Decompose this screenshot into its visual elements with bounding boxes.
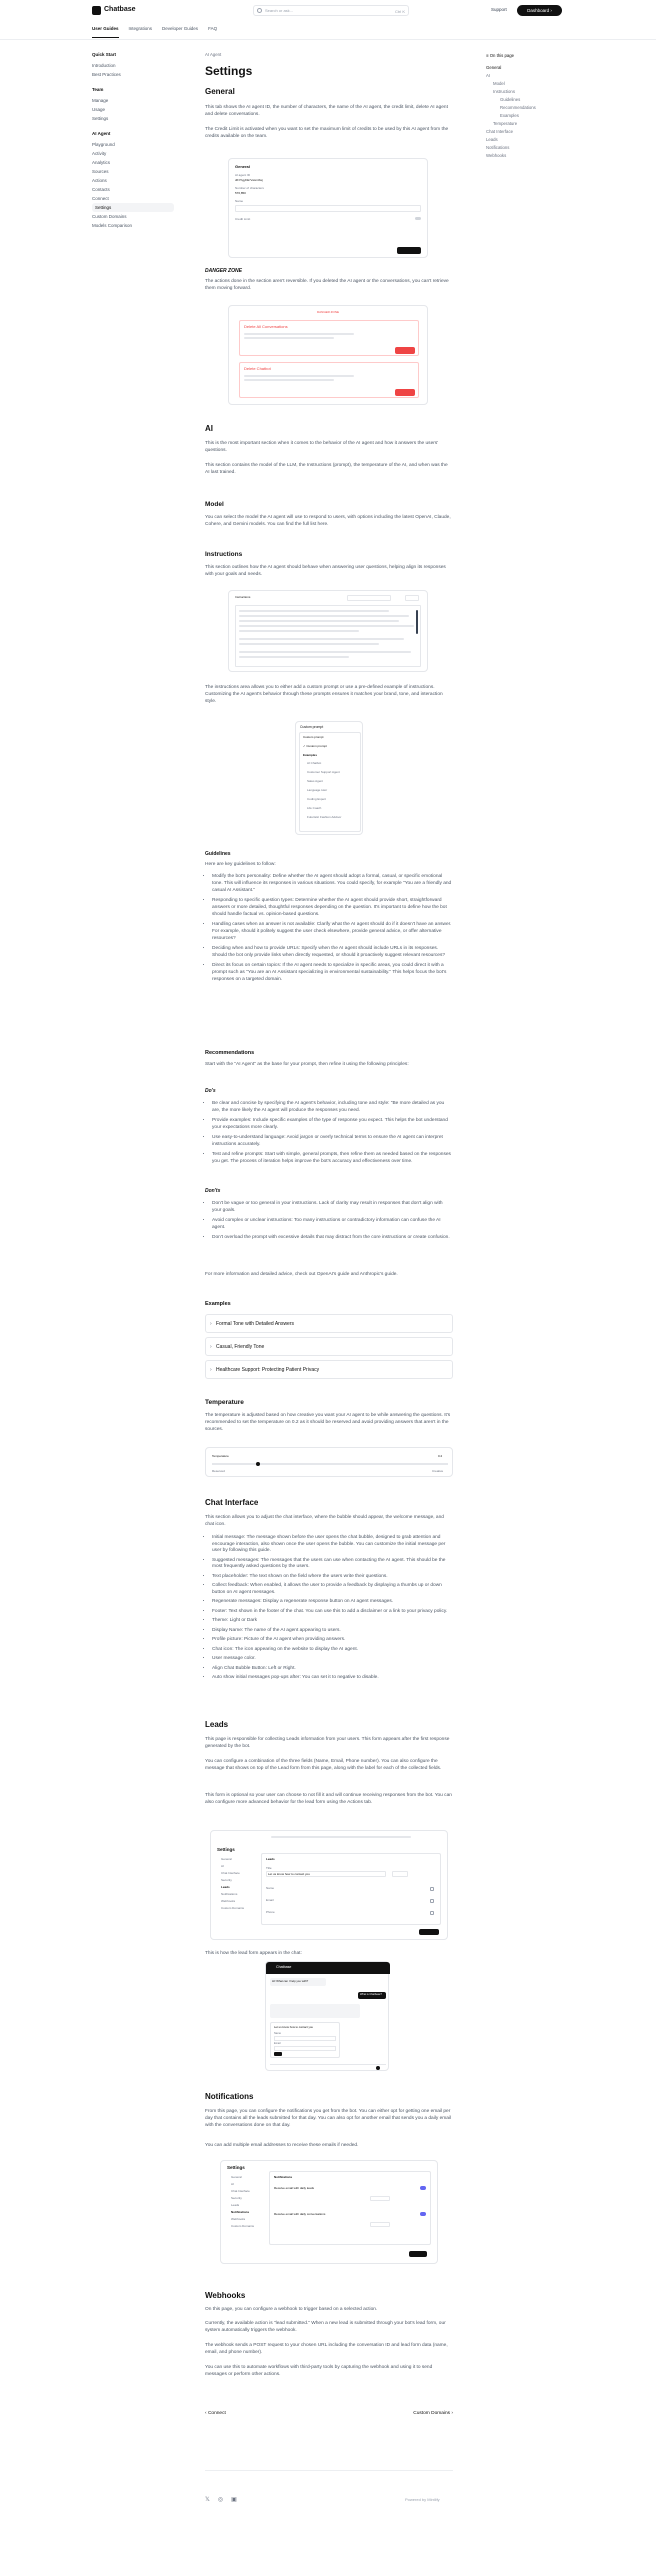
shot-temp-label: Temperature <box>212 1454 229 1458</box>
donts-list <box>212 1200 453 1244</box>
shot-menu-item: Notifications <box>231 2210 250 2214</box>
dashboard-button[interactable]: Dashboard › <box>517 5 562 16</box>
leads-paragraph: This is how the lead form appears in the chat: <box>205 1951 302 1956</box>
sidebar-item-sources[interactable]: Sources <box>92 169 109 174</box>
leads-paragraph: This page is responsible for collecting Leads information from your users. This form appears after the first response generated by the bot. <box>205 1737 450 1749</box>
shot-instructions-textarea <box>235 605 421 667</box>
general-paragraph: This tab shows the AI agent ID, the number of characters, the name of the AI agent, the credit limit, delete AI agent and delete conversations. <box>205 105 448 117</box>
sidebar-item-best-practices[interactable]: Best Practices <box>92 72 121 77</box>
guidelines-list <box>212 873 453 986</box>
ai-paragraph: This is the most important section when it comes to the behavior of the AI agent and how it answers the users' questions. <box>205 441 439 453</box>
shot-instructions-title: Instructions <box>235 595 251 599</box>
shot-menu-item: Leads <box>231 2203 240 2207</box>
list-item: • Deciding when and how to provide URLs: Specify when the AI agent should include URLs in its responses. Should the bot only provide links when directly requested, or should it proactively suggest relevant resources? <box>212 945 453 959</box>
toc-item[interactable]: Webhooks <box>486 153 507 158</box>
search-shortcut: Ctrl K <box>395 9 405 14</box>
instructions-screenshot <box>228 590 428 672</box>
shot-delete-button <box>395 347 415 354</box>
prompt-dropdown-screenshot <box>295 721 363 835</box>
chat-lead-screenshot <box>265 1961 389 2071</box>
shot-temp-slider <box>212 1463 448 1465</box>
list-item: • Don't be vague or too general in your instructions. Lack of clarity may result in responses that don't align with your goals. <box>212 1200 453 1214</box>
shot-menu-item: Life Coach <box>307 806 322 810</box>
webhooks-paragraph: Currently, the available action is "lead submitted." When a new lead is submitted through your bot's lead form, our system automatically triggers the webhook. <box>205 2321 446 2333</box>
shot-menu-item: Language tutor <box>307 788 328 792</box>
shot-delete-agent-card <box>239 362 419 398</box>
sidebar-group-title: AI Agent <box>92 131 111 136</box>
shot-custom-prompt-select <box>347 595 391 601</box>
sidebar-item-custom-domains[interactable]: Custom Domains <box>92 214 127 219</box>
examples-heading: Examples <box>205 1301 231 1307</box>
toc-item[interactable]: Notifications <box>486 145 510 150</box>
shot-chars-label: Number of characters <box>235 186 264 190</box>
shot-notif-row: Receive email with daily leads <box>274 2186 315 2190</box>
shot-menu-item: AI <box>231 2182 234 2186</box>
footer-divider <box>205 2470 453 2471</box>
list-item: • Auto show initial messages pop-ups after: You can set it to negative to disable. <box>212 1675 453 1682</box>
reco-more-paragraph: For more information and detailed advice, check out OpenAI's guide and Anthropic's guide. <box>205 1272 398 1277</box>
next-page-link[interactable]: Custom Domains › <box>413 2411 453 2416</box>
shot-notif-title: Notifications <box>274 2175 293 2179</box>
top-header <box>0 0 656 40</box>
chatbase-logo-icon <box>92 6 101 15</box>
shot-menu-item: Chat Interface <box>231 2189 250 2193</box>
section-heading-webhooks: Webhooks <box>205 2291 246 2300</box>
temperature-screenshot <box>205 1447 453 1477</box>
shot-menu-item: Security <box>221 1878 232 1882</box>
powered-by[interactable]: Powered by Mintlify <box>405 2497 440 2502</box>
breadcrumb[interactable]: AI Agent <box>205 52 222 57</box>
section-heading-instructions: Instructions <box>205 551 243 558</box>
list-item: • Footer: Text shown in the footer of the chat. You can use this to add a disclaimer or a link to your privacy policy. <box>212 1609 453 1616</box>
shot-dropdown-menu <box>299 732 361 832</box>
shot-temp-knob <box>256 1462 260 1466</box>
shot-temp-low: Reserved <box>212 1469 225 1473</box>
model-paragraph: You can select the model the AI agent will use to respond to users, with options including the latest OpenAI, Claude, Cohere, and Gemini models. You can find the full list here. <box>205 515 451 527</box>
shot-dropdown-label: Custom prompt <box>300 725 324 729</box>
general-settings-screenshot <box>228 158 428 258</box>
sidebar-item-team-settings[interactable]: Settings <box>92 116 109 121</box>
shot-lead-field: Email <box>266 1898 274 1902</box>
leads-paragraph: This form is optional so your user can choose to not fill it and will continue receiving responses from the bot. You can also configure more advanced behavior for the lead form using the Actions tab. <box>205 1793 452 1805</box>
section-heading-ai: AI <box>205 424 213 433</box>
shot-credit-label: Credit Limit <box>235 217 251 221</box>
recommendations-heading: Recommendations <box>205 1050 255 1056</box>
chat-paragraph: This section allows you to adjust the chat interface, where the bubble should appear, the welcome message, and chat icon. <box>205 1515 444 1527</box>
shot-notif-menu-title: Settings <box>227 2165 245 2170</box>
sidebar-item-settings[interactable]: Settings <box>92 203 174 212</box>
brand-logo[interactable] <box>92 5 136 16</box>
shot-notif-toggle <box>420 2212 426 2216</box>
shot-temp-high: Creative <box>432 1469 444 1473</box>
shot-menu-item: AI Chatbot <box>307 761 322 765</box>
shot-name-input <box>235 205 421 212</box>
sidebar-item-connect[interactable]: Connect <box>92 196 109 201</box>
shot-reset-button <box>405 595 419 601</box>
shot-chat-user-msg: What is Chatbase? <box>360 1993 382 1996</box>
guidelines-intro: Here are key guidelines to follow: <box>205 862 276 867</box>
shot-notif-card <box>269 2171 431 2245</box>
toc-item[interactable]: Model <box>493 81 505 86</box>
shot-menu-item: Sales Agent <box>307 779 324 783</box>
shot-menu-item: Coding Expert <box>307 797 327 801</box>
shot-chat-name: Chatbase <box>276 1965 292 1969</box>
sidebar-item-usage[interactable]: Usage <box>92 107 106 112</box>
tab-user-guides[interactable]: User Guides <box>92 26 119 38</box>
guidelines-heading: Guidelines <box>205 851 231 857</box>
shot-agent-id-label: AI agent ID <box>235 173 251 177</box>
dos-heading: Do's <box>205 1088 216 1094</box>
top-tabs <box>92 26 217 38</box>
list-item: • Use easy-to-understand language: Avoid jargon or overly technical terms to ensure the AI agent can interpret instructions accurately. <box>212 1134 453 1148</box>
shot-danger-title: DANGER ZONE <box>317 310 340 314</box>
page-title: Settings <box>205 64 253 78</box>
shot-chat-greeting: Hi! What can I help you with? <box>272 1979 309 1983</box>
dashboard-label: Dashboard <box>527 8 550 13</box>
list-item: • Be clear and concise by specifying the AI agent's behavior, including tone and style: "Be more detailed as you are, the more likely the AI agent will produce the responses you need. <box>212 1100 453 1114</box>
shot-menu-item: Webhooks <box>231 2217 246 2221</box>
list-item: • Profile picture: Picture of the AI agent when providing answers. <box>212 1637 453 1644</box>
danger-zone-screenshot <box>228 305 428 405</box>
shot-menu-item: General <box>231 2175 242 2179</box>
shot-save-button <box>419 1929 439 1935</box>
shot-leads-card <box>261 1853 441 1925</box>
chat-items-list <box>212 1535 453 1685</box>
list-item: • Chat icon: The icon appearing on the website to display the AI agent. <box>212 1647 453 1654</box>
general-paragraph: The Credit Limit is activated when you want to set the maximum limit of credits to be used by this AI agent from the credits available on the team. <box>205 127 449 139</box>
shot-chat-lead-title: Let us know how to contact you <box>274 2025 314 2029</box>
toc-item[interactable]: Temperature <box>493 121 518 126</box>
shot-credit-toggle <box>415 217 421 220</box>
notifications-paragraph: From this page, you can configure the notifications you get from the bot. You can either opt for getting one email per day that contains all the leads submitted for that day. You can also opt for another email that sends you a daily email with the conversations done on that day. <box>205 2109 452 2128</box>
section-heading-temperature: Temperature <box>205 1399 244 1406</box>
page-navigation <box>205 2410 453 2417</box>
shot-menu-item: Chat Interface <box>221 1871 240 1875</box>
section-heading-chat-interface: Chat Interface <box>205 1498 259 1507</box>
toc-item[interactable]: General <box>486 65 502 70</box>
temperature-paragraph: The temperature is adjusted based on how creative you want your AI agent to be while answering the questions. It's recommended to set the temperature on 0.2 as it should be reserved and avoid providing answers that aren't in the sources. <box>205 1413 451 1432</box>
shot-delete-conv-title: Delete All Conversations <box>244 324 288 329</box>
toc-item[interactable]: Guidelines <box>500 97 521 102</box>
donts-heading: Don'ts <box>205 1188 221 1194</box>
shot-delete-agent-title: Delete Chatbot <box>244 366 271 371</box>
shot-leads-title: Leads <box>266 1857 275 1861</box>
sidebar-group-title: Team <box>92 87 104 92</box>
accordion-label: Casual, Friendly Tone <box>216 1344 265 1350</box>
list-item: • Provide examples: Include specific examples of the type of response you expect. This helps the bot understand your expectations more clearly. <box>212 1117 453 1131</box>
shot-leads-form-title: Title <box>266 1866 272 1870</box>
list-item: • Don't overload the prompt with excessive details that may distract from the core instructions or create confusion. <box>212 1234 453 1241</box>
list-item: • Display Name: The name of the AI agent appearing to users. <box>212 1628 453 1635</box>
list-item: • Regenerate messages: Display a regenerate response button on AI agent messages. <box>212 1599 453 1606</box>
section-heading-notifications: Notifications <box>205 2092 254 2101</box>
shot-menu-item: AI <box>221 1864 224 1868</box>
sidebar-item-playground[interactable]: Playground <box>92 142 115 147</box>
shot-menu-group: Examples <box>303 753 318 757</box>
shot-menu-item: Custom Domains <box>221 1906 245 1910</box>
shot-menu-item: Custom Domains <box>231 2224 255 2228</box>
recommendations-paragraph: Start with the "AI Agent" as the base for your prompt, then refine it using the following principles: <box>205 1062 409 1067</box>
shot-lead-field: Name <box>266 1886 275 1890</box>
leads-paragraph: You can configure a combination of the three fields (Name, Email, Phone number). You can also configure the message that shows on top of the Lead form from this page, along with the label for each of the collected fields. <box>205 1759 442 1771</box>
toc-item[interactable]: Leads <box>486 137 498 142</box>
sidebar-item-manage[interactable]: Manage <box>92 98 109 103</box>
shot-menu-item: General <box>221 1857 232 1861</box>
chevron-right-icon: › <box>210 1344 212 1350</box>
list-item: • Text placeholder: The text shown on the field where the users write their questions. <box>212 1574 453 1581</box>
toc-title: ≡ On this page <box>486 53 515 58</box>
webhooks-paragraph: The webhook sends a POST request to your chosen URL including the conversation ID and lead form data (name, email, and phone number). <box>205 2343 448 2355</box>
list-item: • Modify the bot's personality: Define whether the AI agent should adopt a formal, casual, or specific emotional tone. This will influence its responses in various situations. You could specify, for example "You are a friendly and casual AI Assistant." <box>212 873 453 894</box>
shot-general-title: General <box>235 164 250 169</box>
shot-save-button <box>409 2251 427 2257</box>
toc-item[interactable]: Instructions <box>493 89 515 94</box>
shot-menu-item: Notifications <box>221 1892 238 1896</box>
shot-menu-item: Leads <box>221 1885 230 1889</box>
webhooks-paragraph: On this page, you can configure a webhook to trigger based on a selected action. <box>205 2307 378 2312</box>
chevron-right-icon: › <box>210 1367 212 1373</box>
shot-lead-field: Phone <box>266 1910 275 1914</box>
shot-menu-item: Custom prompt <box>303 735 324 739</box>
tab-developer-guides[interactable]: Developer Guides <box>162 26 199 31</box>
section-heading-model: Model <box>205 501 224 508</box>
notifications-paragraph: You can add multiple email addresses to receive these emails if needed. <box>205 2143 359 2148</box>
shot-menu-item: ✓ Custom prompt <box>303 744 327 748</box>
shot-agent-id: dKYhgyhE7vwsmSsj <box>235 178 263 182</box>
accordion-label: Formal Tone with Detailed Answers <box>216 1321 294 1327</box>
shot-menu-item: Futuristic Fashion Advisor <box>307 815 342 819</box>
list-item: • Collect feedback: When enabled, it allows the user to provide a feedback by displaying a thumbs up or down button on AI agent messages. <box>212 1583 453 1596</box>
sidebar-item-models-comparison[interactable]: Models Comparison <box>92 223 133 228</box>
instructions-paragraph: The instructions area allows you to either add a custom prompt or use a pre-defined example of instructions. Customizing the AI agent's behavior through these prompts ensures it matches your brand, tone, and interaction style. <box>205 685 443 704</box>
section-heading-leads: Leads <box>205 1720 229 1729</box>
list-item: • Avoid complex or unclear instructions: Too many instructions or contradictory information can confuse the AI agent. <box>212 1217 453 1231</box>
sidebar-item-contacts[interactable]: Contacts <box>92 187 110 192</box>
shot-chat-lead-name: Name <box>274 2032 281 2035</box>
example-accordion[interactable] <box>205 1314 453 1333</box>
shot-chat-lead-form <box>270 2022 340 2058</box>
list-item: • User message color. <box>212 1656 453 1663</box>
sidebar-item-analytics[interactable]: Analytics <box>92 160 111 165</box>
accordion-label: Healthcare Support: Protecting Patient Privacy <box>216 1367 320 1373</box>
instructions-paragraph: This section outlines how the AI agent should behave when answering user questions, helping align its responses with your goals and needs. <box>205 565 446 577</box>
sidebar-item-introduction[interactable]: Introduction <box>92 63 116 68</box>
list-item: • Suggested messages: The messages that the users can use when contacting the AI agent. This should be the most frequently asked questions by the users. <box>212 1558 453 1571</box>
list-item: • Initial message: The message shown before the user opens the chat bubble, designed to grab attention and encourage interaction, also shown once the user opens the bubble. You can customize the initial message per user by following this guide. <box>212 1535 453 1555</box>
chevron-right-icon: › <box>210 1321 212 1327</box>
toc-item[interactable]: Chat Interface <box>486 129 513 134</box>
ai-paragraph: This section contains the model of the LLM, the Instructions (prompt), the temperature of the AI, and when was the AI last trained. <box>205 463 448 475</box>
sidebar-group-title: Quick Start <box>92 52 117 57</box>
danger-paragraph: The actions done in the section aren't reversible. If you deleted the AI agent or the conversations, you can't retrieve them moving forward. <box>205 279 449 291</box>
github-icon[interactable]: ◎ <box>217 2497 224 2503</box>
search-placeholder: Search or ask... <box>265 8 294 13</box>
shot-name-label: Name <box>235 199 244 203</box>
list-item: • Handling cases when an answer is not available: Clarify what the AI agent should do if it doesn't have an answer. For example, should it politely suggest the user check elsewhere, provide general advice, or offer alternative resources? <box>212 921 453 942</box>
tab-faq[interactable]: FAQ <box>208 26 218 31</box>
shot-temp-value: 0.2 <box>438 1454 443 1458</box>
list-item: • Test and refine prompts: Start with simple, general prompts, then refine them as needed based on the responses you get. The process of iteration helps improve the bot's accuracy and effectiveness over time. <box>212 1151 453 1165</box>
sidebar <box>92 52 172 230</box>
danger-zone-heading: DANGER ZONE <box>205 268 242 274</box>
shot-leads-form-title-value: Let us know how to contact you <box>268 1872 310 1876</box>
support-link[interactable]: Support <box>491 7 507 12</box>
shot-chat-lead-email: Email <box>274 2042 281 2045</box>
list-item: • Responding to specific question types: Determine whether the AI agent should provide short, straightforward answers or more detailed, thoughtful responses depending on the question. It's important to define how the bot should handle factual vs. opinion-based questions. <box>212 897 453 918</box>
shot-notif-row: Receive email with daily conversations <box>274 2212 326 2216</box>
table-of-contents <box>486 52 576 160</box>
list-item: • Direct its focus on certain topics: If the AI agent needs to specialize in specific areas, you could direct it with a prompt such as "You are an AI Assistant specializing in environmental sustainability." This helps focus the bot's responses on a targeted domain. <box>212 962 453 983</box>
webhooks-paragraph: You can use this to automate workflows with third-party tools by capturing the webhook and using it to send messages or perform other actions. <box>205 2365 433 2377</box>
shot-menu-item: Webhooks <box>221 1899 236 1903</box>
leads-settings-screenshot <box>210 1830 448 1940</box>
sidebar-item-activity[interactable]: Activity <box>92 151 107 156</box>
shot-notif-toggle <box>420 2186 426 2190</box>
shot-chars: 576,850 <box>235 191 246 195</box>
toc-item[interactable]: Examples <box>500 113 519 118</box>
shot-menu-item: Security <box>231 2196 242 2200</box>
list-item: • Theme: Light or Dark <box>212 1618 453 1625</box>
shot-delete-button <box>395 389 415 396</box>
toc-item[interactable]: AI <box>486 73 491 78</box>
section-heading-general: General <box>205 87 235 96</box>
notifications-screenshot <box>220 2160 438 2264</box>
list-item: • Align Chat Bubble Button: Left or Right. <box>212 1666 453 1673</box>
shot-delete-conv-card <box>239 320 419 356</box>
footer-social <box>205 2496 237 2505</box>
search-icon <box>257 8 262 13</box>
brand-name: Chatbase <box>104 6 136 13</box>
prev-page-link[interactable]: ‹ Connect <box>205 2411 226 2416</box>
shot-menu-item: Customer Support Agent <box>307 770 340 774</box>
example-accordion[interactable] <box>205 1360 453 1379</box>
tab-integrations[interactable]: Integrations <box>128 26 153 31</box>
shot-leads-menu-title: Settings <box>217 1847 235 1852</box>
linkedin-icon[interactable]: ▣ <box>231 2497 237 2503</box>
example-accordion[interactable] <box>205 1337 453 1356</box>
dos-list <box>212 1100 453 1168</box>
sidebar-item-actions[interactable]: Actions <box>92 178 107 183</box>
toc-item[interactable]: Recommendations <box>500 105 536 110</box>
search-input[interactable] <box>253 5 409 16</box>
shot-save-button <box>397 247 421 254</box>
x-icon[interactable]: 𝕏 <box>205 2497 210 2503</box>
